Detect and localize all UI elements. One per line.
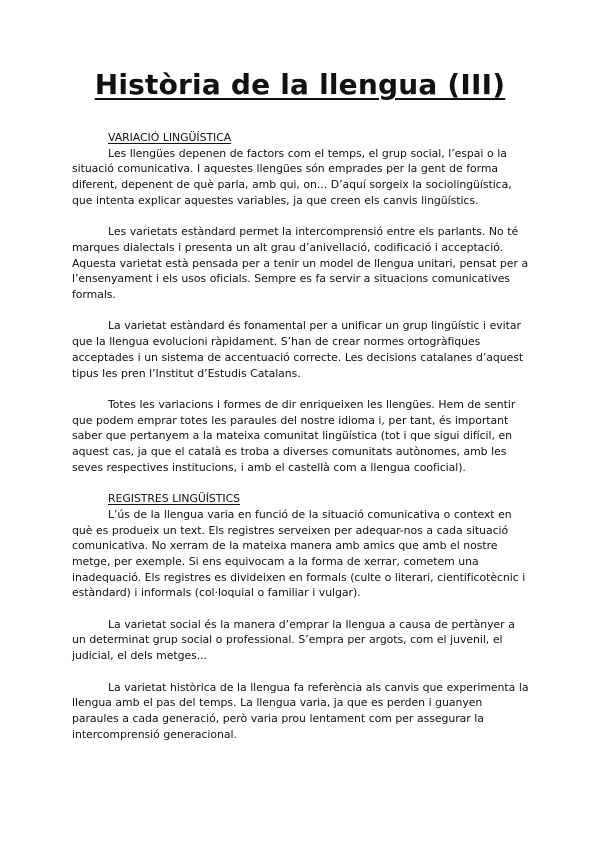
paragraph: La varietat històrica de la llengua fa referència als canvis que experimenta la llengua amb el pas del temps. La llengua varia, ja que es perden i guanyen paraules a cada generació, però varia prou lentament com per assegurar la intercomprensió generacional. [72, 680, 529, 741]
section-heading-registres: REGISTRES LINGÜÍSTICS [108, 492, 240, 506]
section-heading-variacio: VARIACIÓ LINGÜÍSTICA [108, 131, 232, 144]
paragraph: L’ús de la llengua varia en funció de la situació comunicativa o context en què es produeix un text. Els registres serveixen per adequar-nos a cada situació comunicativa. No xerram de la mateixa manera amb amics que amb el nostre metge, per exemple. Si ens equivocam a la forma de xerrar, cometem una inadequació. Els registres es divideixen en formals (culte o literari, cientificotècnic i estàndard) i informals (col·loquial o familiar i vulgar). [72, 507, 526, 600]
page-title: Història de la llengua (III) [94, 68, 506, 101]
paragraph: La varietat estàndard és fonamental per a unificar un grup lingüístic i evitar que la llengua evolucioni ràpidament. S’han de crear normes ortogràfiques acceptades i un sistema de accentuació correcte. Les decisions catalanes d’aquest tipus les pren l’Institut d’Estudis Catalans. [72, 319, 524, 380]
paragraph: Les varietats estàndard permet la intercomprensió entre els parlants. No té marques dialectals i presenta un alt grau d’anivellació, codificació i acceptació. Aquesta varietat està pensada per a tenir un model de llengua unitari, pensat per a l’ensenyament i els usos oficials. Sempre es fa servir a situacions comunicatives formals. [72, 225, 529, 302]
document-body [72, 130, 529, 742]
paragraph: Les llengües depenen de factors com el temps, el grup social, l’espai o la situació comunicativa. I aquestes llengües són emprades per la gent de forma diferent, depenent de què parla, amb qui, on... D’aquí sorgeix la sociolingüística, que intenta explicar aquestes variables, ja que creen els canvis lingüístics. [72, 146, 512, 207]
paragraph: La varietat social és la manera d’emprar la llengua a causa de pertànyer a un determinat grup social o professional. S’empra per argots, com el juvenil, el judicial, el dels metges... [72, 617, 515, 663]
paragraph: Totes les variacions i formes de dir enriqueixen les llengües. Hem de sentir que podem emprar totes les paraules del nostre idioma i, per tant, és important saber que pertanyem a la mateixa comunitat lingüística (tot i que sigui difícil, en aquest cas, ja que el català es troba a diverses comunitats autònomes, amb les seves respectives institucions, i amb el castellà com a llengua cooficial). [72, 397, 516, 474]
